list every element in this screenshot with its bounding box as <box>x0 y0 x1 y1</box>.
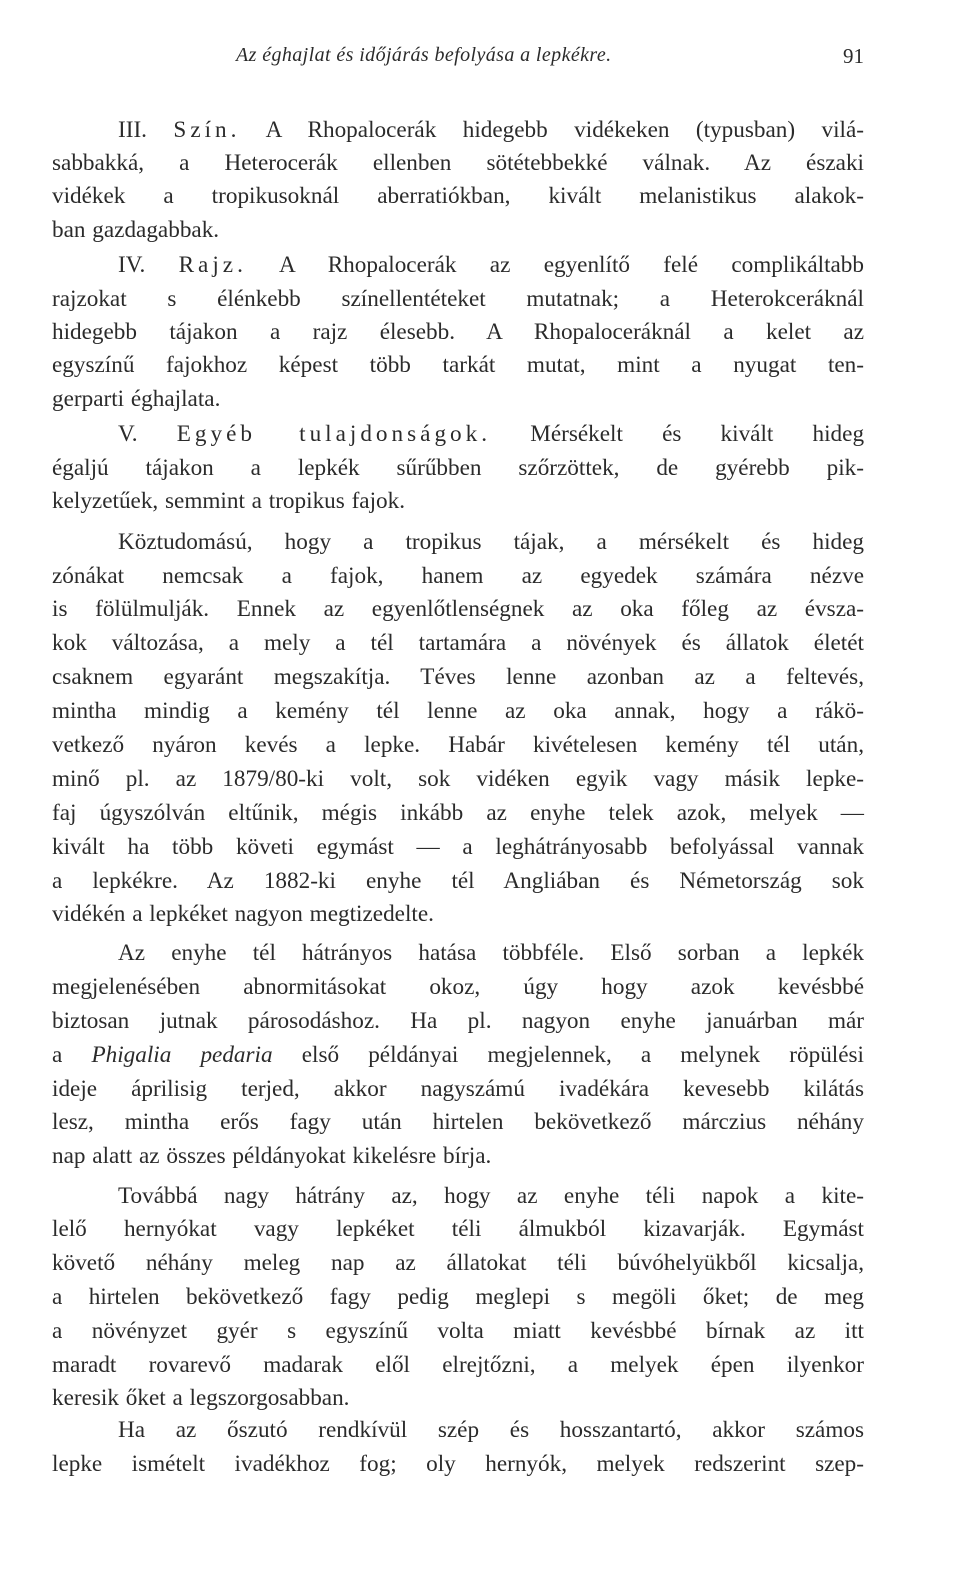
text-line: egyszínű fajokhoz képest több tarkát mutat, mint a nyugat ten- <box>52 352 864 378</box>
text-run: a <box>52 1042 63 1068</box>
text-line: minő pl. az 1879/80-ki volt, sok vidéken egyik vagy másik lepke- <box>52 766 864 792</box>
text-line: a hirtelen bekövetkező fagy pedig meglepi s megöli őket; de meg <box>52 1284 864 1310</box>
text-run: Mérsékelt és kivált hideg <box>530 421 865 447</box>
text-line: megjelenésében abnormitásokat okoz, úgy hogy azok kevésbbé <box>52 974 864 1000</box>
text-line: kok változása, a mely a tél tartamára a növények és állatok életét <box>52 630 864 656</box>
text-line: rajzokat s élénkebb színellentéteket mutatnak; a Heterokceráknál <box>52 286 864 312</box>
text-line: zónákat nemcsak a fajok, hanem az egyedek számára nézve <box>52 563 864 589</box>
text-line: követő néhány meleg nap az állatokat téli búvóhelyükből kicsalja, <box>52 1250 864 1276</box>
text-line: biztosan jutnak párosodáshoz. Ha pl. nagyon enyhe januárban már <box>52 1008 864 1034</box>
text-run: első példányai megjelennek, a melynek röpülési <box>301 1042 864 1068</box>
text-line: lelő hernyókat vagy lepkéket téli álmukból kizavarják. Egymást <box>52 1216 864 1242</box>
text-line: maradt rovarevő madarak elől elrejtőzni, a melyek épen ilyenkor <box>52 1352 864 1378</box>
text-line: lepke ismételt ivadékhoz fog; oly hernyók, melyek redszerint szep- <box>52 1451 864 1477</box>
text-line: a növényzet gyér s egyszínű volta miatt kevésbbé bírnak az itt <box>52 1318 864 1344</box>
text-line: faj úgyszólván eltűnik, mégis inkább az enyhe telek azok, melyek — <box>52 800 864 826</box>
text-run: A Rhopalocerák az egyenlítő felé complikáltabb <box>278 252 864 278</box>
text-line: vidékén a lepkéket nagyon megtizedelte. <box>52 901 434 927</box>
text-run: A Rhopalocerák hidegebb vidékeken (typusban) vilá- <box>265 117 864 143</box>
text-line: a lepkékre. Az 1882-ki enyhe tél Angliában és Németország sok <box>52 868 864 894</box>
text-line: kivált ha több követi egymást — a leghátrányosabb befolyással vannak <box>52 834 864 860</box>
text-line: is fölülmulják. Ennek az egyenlőtlenségnek az oka főleg az évsza- <box>52 596 864 622</box>
text-line: ban gazdagabbak. <box>52 217 220 243</box>
text-line-with-species <box>52 1040 864 1070</box>
text-line: vidékek a tropikusoknál aberratiókban, kivált melanistikus alakok- <box>52 183 864 209</box>
running-title: Az éghajlat és időjárás befolyása a lepkékre. <box>236 44 612 66</box>
section-v-line-1 <box>118 419 864 449</box>
text-line: keresik őket a legszorgosabban. <box>52 1385 350 1411</box>
section-heading: Szín. <box>173 117 241 143</box>
species-name: Phigalia pedaria <box>91 1042 273 1068</box>
section-iii-line-1 <box>118 115 864 145</box>
section-number: V. <box>118 421 138 447</box>
section-number: IV. <box>118 252 146 278</box>
text-line: hidegebb tájakon a rajz élesebb. A Rhopaloceráknál a kelet az <box>52 319 864 345</box>
page-header <box>0 44 960 74</box>
text-line: csaknem egyaránt megszakítja. Téves lenne azonban az a feltevés, <box>52 664 864 690</box>
paragraph-2-line: Az enyhe tél hátrányos hatása többféle. Első sorban a lepkék <box>118 940 864 966</box>
section-heading: Rajz. <box>178 252 247 278</box>
text-line: égaljú tájakon a lepkék sűrűbben szőrzöttek, de gyérebb pik- <box>52 455 864 481</box>
text-line: sabbakká, a Heterocerák ellenben sötétebbekké válnak. Az északi <box>52 150 864 176</box>
section-heading: Egyéb tulajdonságok. <box>176 421 492 447</box>
section-iv-line-1 <box>118 250 864 280</box>
paragraph-4-line: Ha az őszutó rendkívül szép és hosszantartó, akkor számos <box>118 1417 864 1443</box>
text-line: ideje áprilisig terjed, akkor nagyszámú ivadékára kevesebb kilátás <box>52 1076 864 1102</box>
paragraph-3-line: Továbbá nagy hátrány az, hogy az enyhe téli napok a kite- <box>118 1183 864 1209</box>
text-line: gerparti éghajlata. <box>52 386 221 412</box>
text-line: lesz, mintha erős fagy után hirtelen bekövetkező márczius néhány <box>52 1109 864 1135</box>
page-number: 91 <box>843 44 864 68</box>
paragraph-1-line: Köztudomású, hogy a tropikus tájak, a mérsékelt és hideg <box>118 529 864 555</box>
text-line: vetkező nyáron kevés a lepke. Habár kivételesen kemény tél után, <box>52 732 864 758</box>
text-line: nap alatt az összes példányokat kikelésre bírja. <box>52 1143 492 1169</box>
text-line: kelyzetűek, semmint a tropikus fajok. <box>52 488 406 514</box>
section-number: III. <box>118 117 147 143</box>
text-line: mintha mindig a kemény tél lenne az oka annak, hogy a rákö- <box>52 698 864 724</box>
